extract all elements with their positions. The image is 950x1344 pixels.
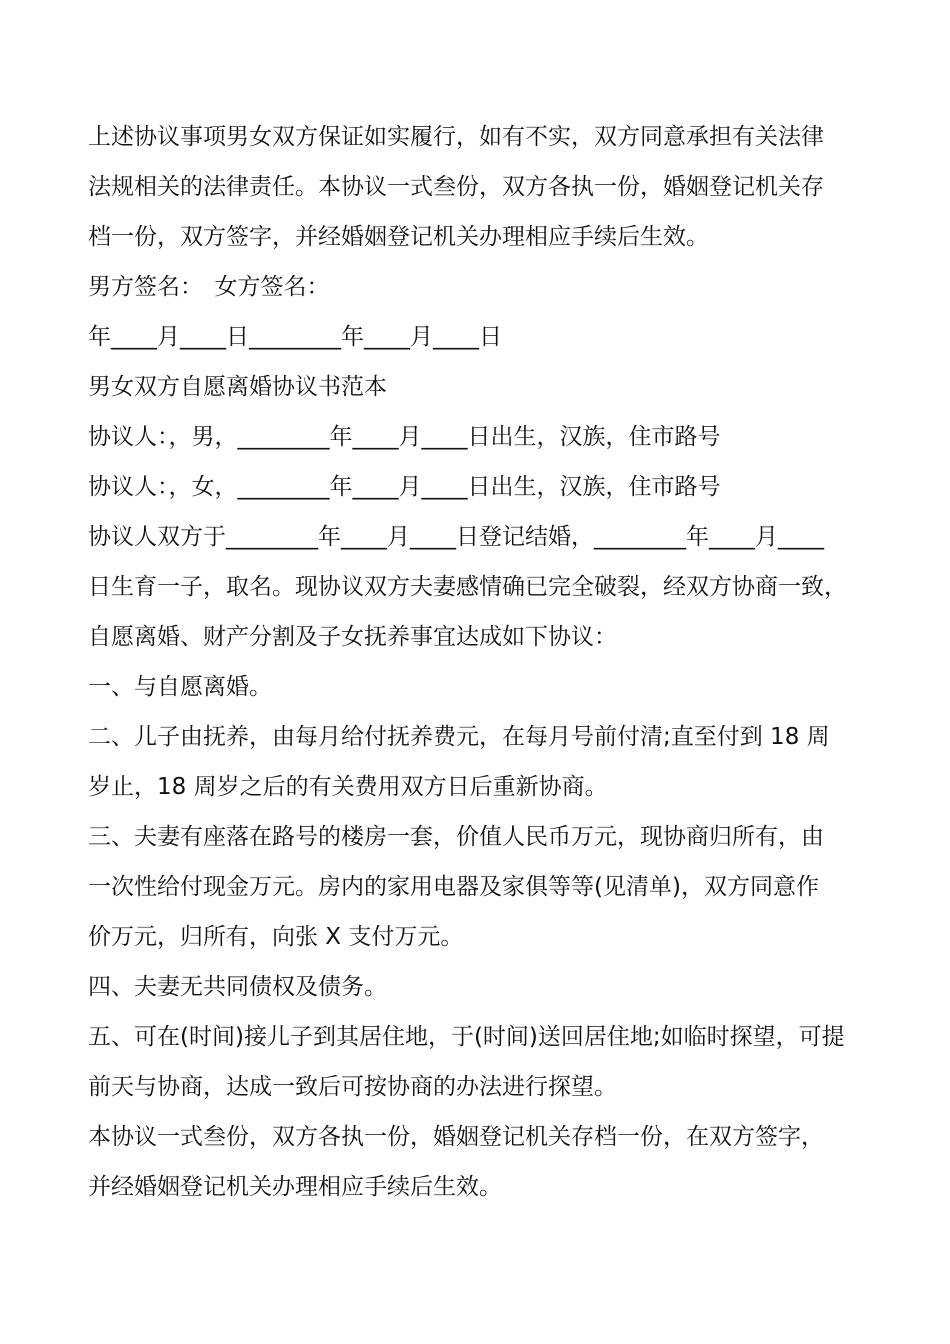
document-body [88,112,878,1212]
clause-line: 岁止，18 周岁之后的有关费用双方日后重新协商。 [88,774,608,800]
party-line-female: 协议人：，女，________年____月____日出生，汉族，住市路号 [88,474,721,500]
clause-line: 前天与协商，达成一致后可按协商的办法进行探望。 [88,1074,617,1100]
paragraph-line: 法规相关的法律责任。本协议一式叁份，双方各执一份，婚姻登记机关存 [88,174,824,200]
closing-line: 并经婚姻登记机关办理相应手续后生效。 [88,1174,502,1200]
paragraph-line: 档一份，双方签字，并经婚姻登记机关办理相应手续后生效。 [88,224,709,250]
clause-line: 价万元，归所有，向张 X 支付万元。 [88,924,464,950]
clause-line: 一次性给付现金万元。房内的家用电器及家俱等等(见清单)，双方同意作 [88,874,819,900]
paragraph-line: 上述协议事项男女双方保证如实履行，如有不实，双方同意承担有关法律 [88,124,824,150]
signature-line: 男方签名： 女方签名： [88,274,330,300]
clause-line: 三、夫妻有座落在路号的楼房一套，价值人民币万元，现协商归所有，由 [88,824,824,850]
paragraph-line: 自愿离婚、财产分割及子女抚养事宜达成如下协议： [88,624,617,650]
document-title: 男女双方自愿离婚协议书范本 [88,374,387,400]
clause-line: 五、可在(时间)接儿子到其居住地，于(时间)送回居住地;如临时探望，可提 [88,1024,845,1050]
paragraph-line: 协议人双方于________年____月____日登记结婚，________年____月____ [88,524,824,550]
clause-line: 一、与自愿离婚。 [88,674,272,700]
clause-line: 四、夫妻无共同债权及债务。 [88,974,387,1000]
closing-line: 本协议一式叁份，双方各执一份，婚姻登记机关存档一份，在双方签字， [88,1124,824,1150]
party-line-male: 协议人：，男，________年____月____日出生，汉族，住市路号 [88,424,721,450]
clause-line: 二、儿子由抚养，由每月给付抚养费元，在每月号前付清;直至付到 18 周 [88,724,830,750]
date-line: 年____月____日________年____月____日 [88,324,502,350]
paragraph-line: 日生育一子，取名。现协议双方夫妻感情确已完全破裂，经双方协商一致， [88,574,847,600]
